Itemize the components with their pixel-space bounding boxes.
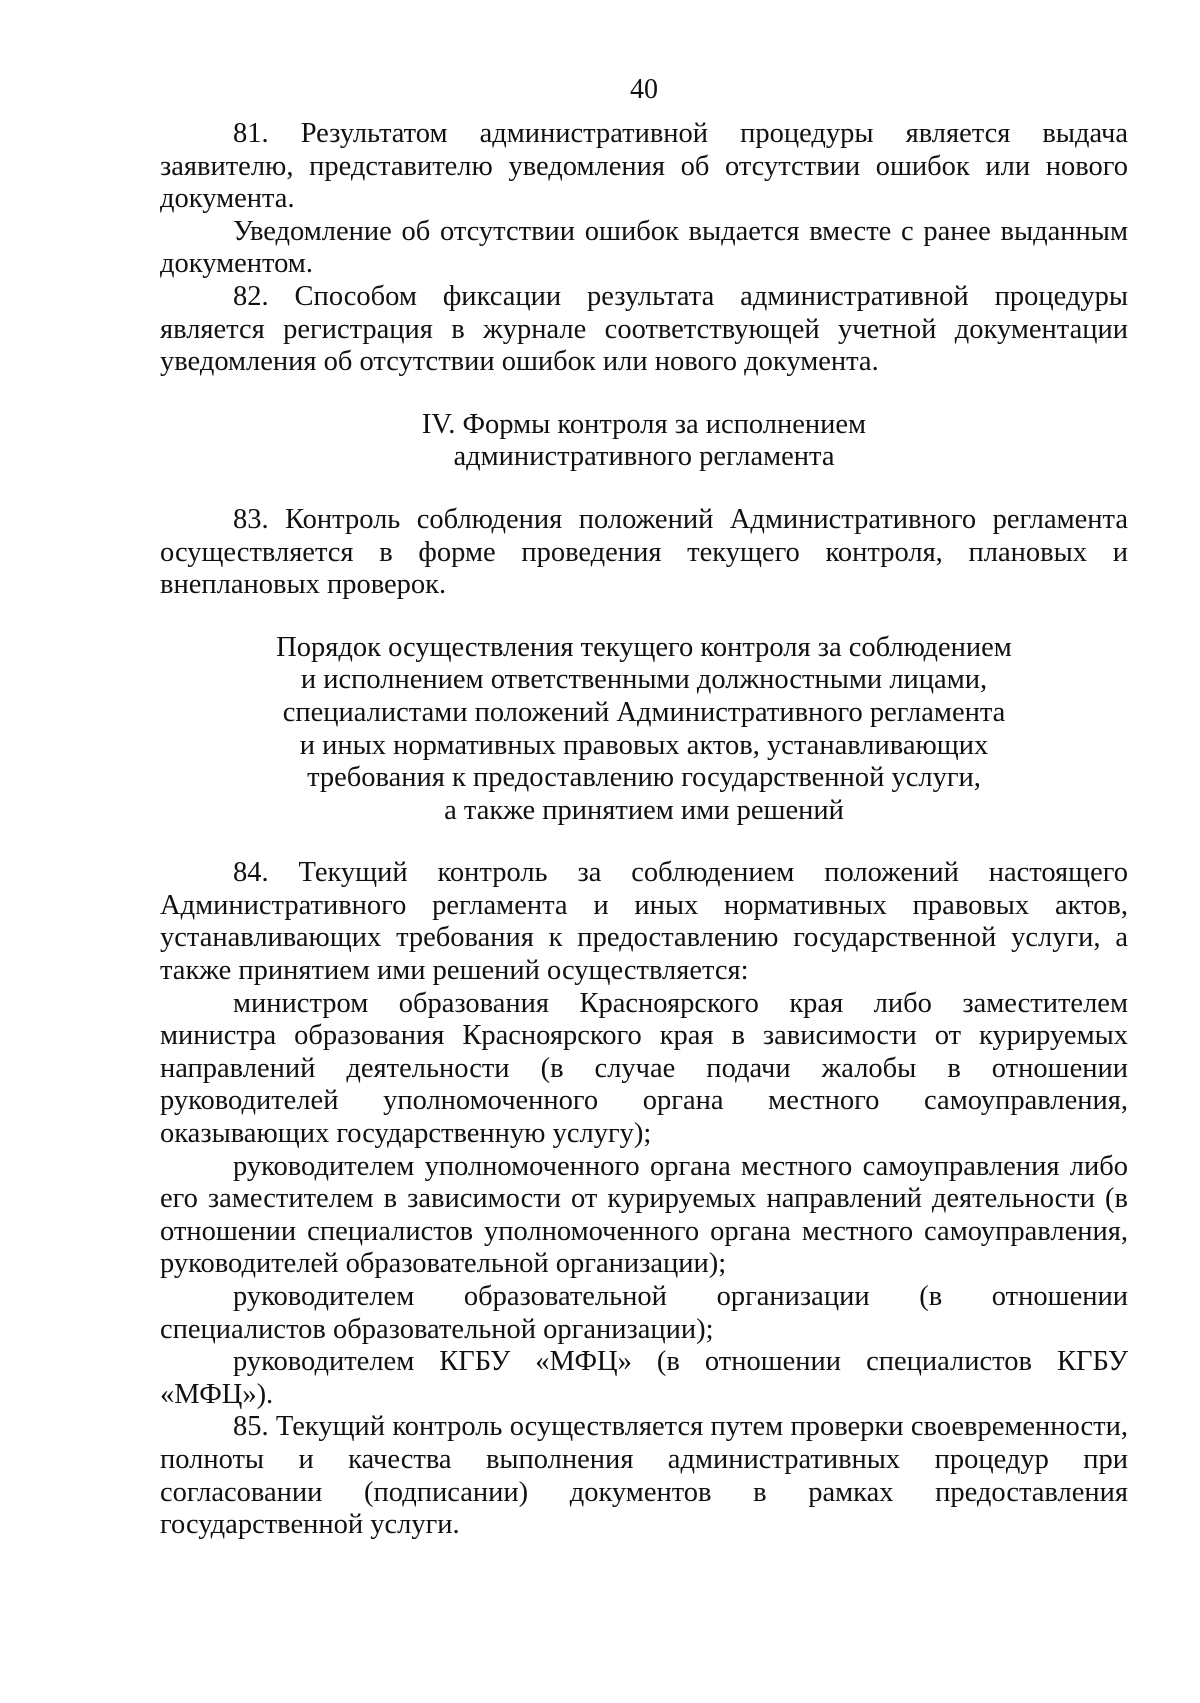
paragraph-81-note: Уведомление об отсутствии ошибок выдается вместе с ранее выданным документом. [160, 215, 1128, 280]
paragraph-85: 85. Текущий контроль осуществляется путем проверки своевременности, полноты и качества выполнения административных процедур при согласовании (подписании) документов в рамках предоставления государственной услуги. [160, 1411, 1128, 1541]
heading-line: и исполнением ответственными должностными лицами, [300, 664, 988, 696]
page-number: 40 [630, 74, 658, 105]
heading-line: и иных нормативных правовых актов, устанавливающих [299, 729, 989, 761]
subsection-heading-control-order [160, 632, 1128, 828]
list-item-local-authority-head: руководителем уполномоченного органа местного самоуправления либо его заместителем в зависимости от курируемых направлений деятельности (в отношении специалистов уполномоченного органа местного самоуправления, руководителей образовательной организации); [160, 1150, 1128, 1280]
heading-line: IV. Формы контроля за исполнением [421, 408, 867, 440]
heading-line: специалистами положений Административного регламента [282, 696, 1006, 728]
heading-line: административного регламента [453, 441, 835, 473]
section-heading-iv [160, 409, 1128, 474]
paragraph-82: 82. Способом фиксации результата административной процедуры является регистрация в журнале соответствующей учетной документации уведомления об отсутствии ошибок или нового документа. [160, 280, 1128, 378]
heading-line: а также принятием ими решений [444, 794, 844, 826]
list-item-minister: министром образования Красноярского края либо заместителем министра образования Красноярского края в зависимости от курируемых направлений деятельности (в случае подачи жалобы в отношении руководителей уполномоченного органа местного самоуправления, оказывающих государственную услугу); [160, 987, 1128, 1150]
heading-line: требования к предоставлению государственной услуги, [307, 762, 981, 794]
paragraph-81: 81. Результатом административной процедуры является выдача заявителю, представителю уведомления об отсутствии ошибок или нового документа. [160, 118, 1128, 215]
paragraph-83: 83. Контроль соблюдения положений Административного регламента осуществляется в форме проведения текущего контроля, плановых и внеплановых проверок. [160, 503, 1128, 601]
list-item-educational-org-head: руководителем образовательной организации (в отношении специалистов образовательной организации); [160, 1281, 1128, 1345]
heading-line: Порядок осуществления текущего контроля за соблюдением [276, 631, 1012, 663]
paragraph-84: 84. Текущий контроль за соблюдением положений настоящего Административного регламента и иных нормативных правовых актов, устанавливающих требования к предоставлению государственной услуги, а также принятием ими решений осуществляется: [160, 857, 1128, 987]
list-item-mfc-head: руководителем КГБУ «МФЦ» (в отношении специалистов КГБУ «МФЦ»). [160, 1346, 1128, 1410]
document-page [160, 70, 1128, 1542]
